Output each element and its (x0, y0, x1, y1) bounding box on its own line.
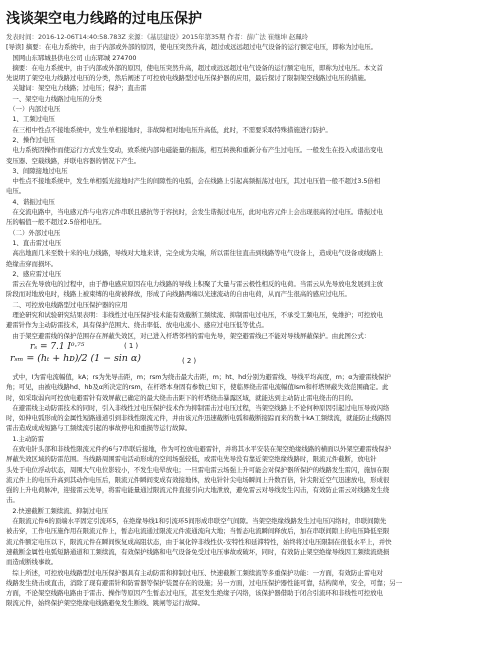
text-line: 由于架空避雷线的保护范围存在屏蔽失效区，对已进入杆塔邻档的雷电先导，架空避雷线已不能对导线屏蔽保护。由此图公式： (6, 331, 371, 340)
text-line: （一）内部过电压 (6, 105, 61, 114)
text-line: 3、间隙接地过电压 (6, 166, 68, 175)
text-line: 角；可见，由被电线路hd、hb及α所决定的rsm，在杆塔本身固有参数已知下，使临界绕击雷电流幅值Ism和杆塔屏蔽失效范围确定。此 (6, 383, 389, 392)
text-line: 击。 (6, 496, 19, 505)
text-line: 绝缘击穿而损坏。 (6, 259, 58, 268)
abstract-section (6, 42, 496, 93)
text-line: 式中，I为雷电流幅值，kA；rs为先导击距，m；rsm为绕击最大击距，m；ht、hd分别为避雷线、导线平均高度，m；α为避雷线保护 (6, 372, 391, 381)
formula-2-number: ( 2 ) (182, 356, 197, 365)
text-line: 避雷针作为主动防雷技术，具有保护范围大、绕击率低、放电电流小、感应过电压低等优点。 (6, 321, 268, 330)
formula-2: rₛₘ = (hₜ + hᴅ)/2 (1 − sin α) (10, 352, 141, 364)
text-line: 1、直击雷过电压 (6, 238, 62, 247)
text-line: 中性点不接地系统中，发生单相弧光接地时产生的间隙性的电弧，会在线路上引起高频振荡过电压，其过电压值一般不超过3.5倍相 (6, 177, 381, 186)
text-line: 在限流元件6的顶端水平固定引流环5，在绝缘导线1和引流环5间形成串联空气间隙。当架空绝缘线路发生过电压闪络时，串联间隙先 (6, 517, 387, 526)
text-line: 先说明了架空电力线路过电压的分类，然后阐述了可控放电线路型过电压保护器的应用，最后探讨了限制架空线路过电压的措施。 (6, 74, 371, 83)
text-line: 电压。 (6, 187, 26, 196)
article-body (6, 32, 496, 609)
text-line: 强的上升电荷脉冲，迎接雷云先导，将雷电能量通过限流元件直接引向大地泄放，避免雷云对导线发生闪击，有效防止雷云对线路发生绕 (6, 486, 390, 495)
formula-block (6, 341, 496, 372)
text-line: 被击穿，工作电压施作用在限流元件上，暂态电流通过限流元件流通流向大地；当暂态电流瞬间释放后，加在串联间隙上的电压降低至限 (6, 527, 390, 536)
text-line: 线路发生绕击或直击，消除了现有避雷针和防雷器等保护装置存在的设施；另一方面，过电压保护器性能可靠，结构简单，安全，可靠；另一 (6, 578, 403, 587)
text-line: 流元件额定电压以下，限流元件在瞬间恢复成高阻状态，由于氧化锌非线性伏-安特性和延滞特性，始终将过电压限制在很低水平上，并快 (6, 537, 392, 546)
text-line: 阶段而对地放电时，线路上被束缚的电荷被释放，形成了向线路两端以光速流动的自由电荷，从而产生很高的感应过电压。 (6, 290, 351, 299)
text-line: 头处于电位浮动状态，周围大气电位影较小，不发生电晕放电；一旦雷电雷云场强上升可能会对保护器所保护的线路发生雷闪，施加在限 (6, 465, 390, 474)
text-line: 国网山东郓城县供电公司 山东郓城 274700 (6, 53, 137, 62)
text-line: 1、工频过电压 (6, 115, 55, 124)
text-line: 摘要：在电力系统中，由于内部或外部的原因，使电压突然升高，超过或远远超过电气设备的运行额定电压，即称为过电压。本文首 (6, 63, 383, 72)
text-line: 屏蔽失效区域的防雷范围。当线路周围雷电活动形成的空间场强较低，或雷电先导没有靠近架空绝缘线路时，限流元件截断，放电针 (6, 455, 377, 464)
text-line: 在交流电路中，当电感元件与电容元件串联且感抗等于容抗时，会发生谐振过电压，此时电容元件上会出现很高的过电压。谐振过电 (6, 208, 383, 217)
text-line: 电力系统因操作而使运行方式发生变动，致系统内部电磁能量的振荡，相互转换和重新分布产生过电压。一般发生在投入或退出变电 (6, 146, 383, 155)
text-line: 关键词：架空电力线路；过电压；保护；直击雷 (6, 84, 147, 93)
text-line: 方面，不论架空线路电路由于雷击、操作等原因产生暂态过电压，甚至发生绝缘子闪络，该保护器借助于闭合引流环和非线性可控放电 (6, 589, 383, 598)
body-after-formula (6, 372, 496, 609)
text-line: 流元件上的电压升高到其动作电压后，限流元件瞬间变成有效接地体，放电针针尖电场瞬间上升数百倍，针尖附近空气迅速放电，形成很 (6, 475, 390, 484)
text-line: 在三相中性点不接地系统中，发生单相接地时，非故障相对地电压升高低，此时，不需要采取特殊措施进行防护。 (6, 125, 332, 134)
text-line: 压的幅值一般不超过2.5倍相电压。 (6, 218, 106, 227)
text-line: 变压器、空载线路，并联电容器的情况下产生。 (6, 156, 141, 165)
text-line: 一、架空电力线路过电压的分类 (6, 94, 102, 103)
text-line: 1.主动防雷 (6, 434, 44, 443)
text-line: （二）外部过电压 (6, 228, 61, 237)
text-line: [导读] 摘要：在电力系统中，由于内部或外部的原因，使电压突然升高，超过或远远超过电气设备的运行额定电压，即称为过电压。 (6, 43, 378, 52)
text-line: 在避雷线主动防雷技术的同时，引入非线性过电压保护技术作为抑制雷击过电压过程，当架空线路上不论何种原因引起过电压导致闪络 (6, 403, 390, 412)
text-line: 4、谐振过电压 (6, 197, 55, 206)
text-line: 高出地面几米至数十米的电力线路，导线对大地来讲，完全成为尖端，所以雷往往直击到线路等电气设备上，造成电气设备或线路上 (6, 249, 383, 258)
text-line: 2、操作过电压 (6, 135, 55, 144)
formula-1: rₛ = 7.1 I⁰·⁷⁵ (30, 341, 85, 352)
body-before-formula (6, 94, 496, 341)
text-line: 时，如采取弱向可控放电避雷针有效屏蔽已确定的最大绕击击距下的杆塔绕击暴露区域，就能达到主动防止雷电绕击的目的。 (6, 393, 358, 402)
article-title: 浅谈架空电力线路的过电压保护 (6, 11, 202, 27)
text-line: 理论研究和试验研究结果表明：非线性过电压保护技术能有效截断工频续流、抑制雷电过电压，不承受工频电压，免维护；可控放电 (6, 311, 383, 320)
text-line: 2.快速截断工频续流、抑制过电压 (6, 506, 108, 515)
formula-1-number: ( 1 ) (124, 341, 139, 350)
text-line: 综上所述，可控放电线路型过电压保护器具有主动防雷和抑制过电压、快速截断工频续流等多重保护功能：一方面，有效防止雷电对 (6, 568, 383, 577)
text-line: 而造成断线事故。 (6, 558, 58, 567)
text-line: 在致电针头部和非线性限流元件约6与7串联后接地，作为可控放电避雷针，并将其水平安装在架空绝缘线路的横面以外架空避雷线保护 (6, 444, 391, 453)
text-line: 时，如伸电弧形成的金属性短路通道引到非线性限流元件，并由该元件迅速截断电弧和截断接踪而来的数十kA工频续流，就能防止线路因 (6, 414, 391, 423)
text-line: 2、感应雷过电压 (6, 269, 62, 278)
text-line: 速截断金属性电弧短路通道和工频续流，有效保护线路和电气设备免受过电压事故或破坏，同时，有效防止架空绝缘导线因工频续流烧损 (6, 547, 390, 556)
text-line: 雷云在先导放电的过程中，由于静电感应原因在电力线路的导线上积聚了大量与雷云极性相反的电荷。当雷云从先导放电发展到主放 (6, 280, 383, 289)
text-line: 限流元件，始终保护架空绝缘电线路避免发生断线、跳闸等运行故障。 (6, 599, 205, 608)
article-meta: 发表时间：2016-12-06T14:40:58.783Z 来源：《基层建设》2015年第35期 作者：薛广法 崔继坤 赵珮玲 (6, 33, 309, 41)
text-line: 雷击造成成成短路与工频续流引起的事故停电和重损等运行故障。 (6, 424, 192, 433)
text-line: 二、可控放电线路型过电压保护器的应用 (6, 300, 128, 309)
